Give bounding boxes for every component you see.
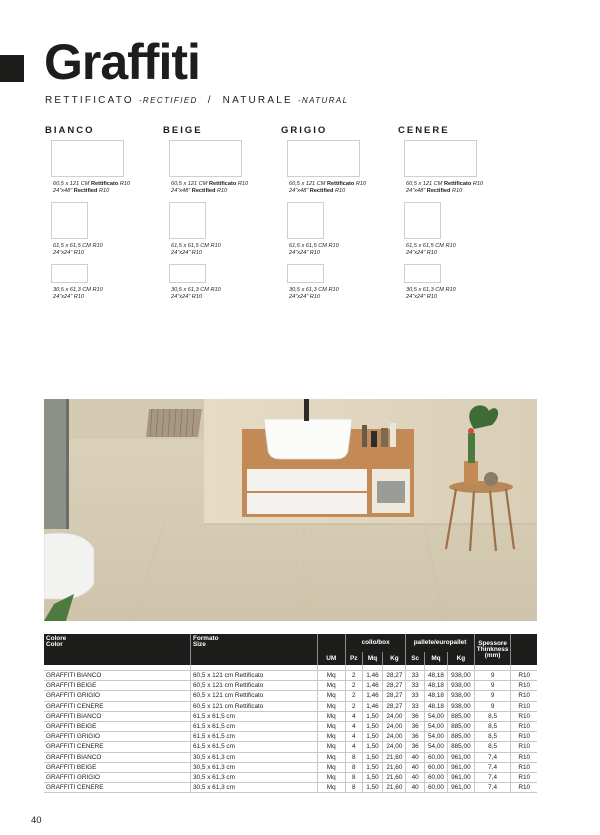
value-cell: R10 <box>511 762 537 772</box>
value-cell: 21,60 <box>383 762 406 772</box>
page-number: 40 <box>31 815 42 826</box>
format-caption-61x61: 61,5 x 61,5 CM R10 24"x24" R10 <box>171 243 221 256</box>
format-caption-60x121: 60,5 x 121 CM Rettificato R10 24"x48" Rectified R10 <box>53 181 131 194</box>
value-cell: 8 <box>345 762 362 772</box>
value-cell: 21,60 <box>383 772 406 782</box>
value-cell: Mq <box>317 671 345 681</box>
value-cell: 1,46 <box>362 701 383 711</box>
value-cell: 7,4 <box>474 752 511 762</box>
value-cell: Mq <box>317 691 345 701</box>
value-cell: R10 <box>511 752 537 762</box>
value-cell: Mq <box>317 772 345 782</box>
value-cell: Mq <box>317 762 345 772</box>
value-cell: 40 <box>406 772 425 782</box>
product-name-cell: GRAFFITI BEIGE <box>44 681 191 691</box>
tile-swatch-60x121 <box>287 140 360 177</box>
table-row <box>44 732 537 742</box>
value-cell: 961,00 <box>447 772 474 782</box>
value-cell: 54,00 <box>425 721 448 731</box>
value-cell: 1,50 <box>362 721 383 731</box>
value-cell: 24,00 <box>383 732 406 742</box>
value-cell: 48,18 <box>425 671 448 681</box>
value-cell: 9 <box>474 691 511 701</box>
tile-swatch-61x61 <box>169 202 206 239</box>
value-cell: 48,18 <box>425 701 448 711</box>
subtitle-natural: -NATURAL <box>297 96 349 105</box>
table-row <box>44 721 537 731</box>
value-cell: 9 <box>474 681 511 691</box>
value-cell: 28,27 <box>383 671 406 681</box>
value-cell: 54,00 <box>425 742 448 752</box>
table-row <box>44 671 537 681</box>
value-cell: 8,5 <box>474 732 511 742</box>
value-cell: 48,18 <box>425 691 448 701</box>
value-cell: R10 <box>511 691 537 701</box>
table-row <box>44 752 537 762</box>
subtitle-naturale: NATURALE <box>222 95 293 106</box>
value-cell: 33 <box>406 671 425 681</box>
format-cell: 61,5 x 61,5 cm <box>191 742 318 752</box>
value-cell: 40 <box>406 752 425 762</box>
value-cell: 36 <box>406 742 425 752</box>
value-cell: 36 <box>406 732 425 742</box>
value-cell: 4 <box>345 711 362 721</box>
value-cell: 885,00 <box>447 732 474 742</box>
table-row <box>44 681 537 691</box>
variant-column-beige <box>163 125 278 301</box>
value-cell: 28,27 <box>383 701 406 711</box>
format-caption-60x121: 60,5 x 121 CM Rettificato R10 24"x48" Rectified R10 <box>171 181 249 194</box>
value-cell: 60,00 <box>425 772 448 782</box>
header-mq: Mq <box>362 652 383 665</box>
value-cell: 60,00 <box>425 783 448 793</box>
value-cell: 2 <box>345 671 362 681</box>
product-name-cell: GRAFFITI BEIGE <box>44 721 191 731</box>
header-sc: Sc <box>406 652 425 665</box>
format-cell: 60,5 x 121 cm Rettificato <box>191 681 318 691</box>
format-caption-61x61: 61,5 x 61,5 CM R10 24"x24" R10 <box>406 243 456 256</box>
value-cell: 60,00 <box>425 762 448 772</box>
value-cell: 54,00 <box>425 711 448 721</box>
value-cell: R10 <box>511 671 537 681</box>
value-cell: 961,00 <box>447 752 474 762</box>
value-cell: 885,00 <box>447 742 474 752</box>
value-cell: 4 <box>345 732 362 742</box>
value-cell: 938,00 <box>447 691 474 701</box>
table-row <box>44 691 537 701</box>
value-cell: R10 <box>511 701 537 711</box>
format-caption-60x121: 60,5 x 121 CM Rettificato R10 24"x48" Rectified R10 <box>406 181 484 194</box>
format-cell: 30,5 x 61,3 cm <box>191 772 318 782</box>
value-cell: 938,00 <box>447 681 474 691</box>
value-cell: 54,00 <box>425 732 448 742</box>
header-um: UM <box>317 652 345 665</box>
value-cell: 1,46 <box>362 671 383 681</box>
tile-swatch-30x61 <box>51 264 88 283</box>
subtitle-separator: / <box>207 95 213 106</box>
value-cell: Mq <box>317 681 345 691</box>
value-cell: 33 <box>406 691 425 701</box>
value-cell: 48,18 <box>425 681 448 691</box>
value-cell: R10 <box>511 732 537 742</box>
value-cell: 7,4 <box>474 772 511 782</box>
header-formato: Formato Size <box>191 634 318 652</box>
value-cell: 2 <box>345 701 362 711</box>
value-cell: 28,27 <box>383 691 406 701</box>
product-name-cell: GRAFFITI BIANCO <box>44 671 191 681</box>
value-cell: 1,50 <box>362 783 383 793</box>
value-cell: 1,50 <box>362 752 383 762</box>
value-cell: 1,46 <box>362 691 383 701</box>
format-caption-30x61: 30,5 x 61,3 CM R10 24"x24" R10 <box>406 287 456 300</box>
variant-title: GRIGIO <box>281 125 328 136</box>
table-row <box>44 701 537 711</box>
table-row <box>44 742 537 752</box>
header-colore: Colore Color <box>44 634 191 652</box>
value-cell: 8 <box>345 772 362 782</box>
value-cell: 1,50 <box>362 732 383 742</box>
value-cell: 4 <box>345 721 362 731</box>
value-cell: 33 <box>406 681 425 691</box>
value-cell: Mq <box>317 732 345 742</box>
format-cell: 60,5 x 121 cm Rettificato <box>191 671 318 681</box>
value-cell: 2 <box>345 691 362 701</box>
tile-swatch-60x121 <box>51 140 124 177</box>
value-cell: 2 <box>345 681 362 691</box>
value-cell: Mq <box>317 701 345 711</box>
value-cell: R10 <box>511 742 537 752</box>
tile-swatch-30x61 <box>287 264 324 283</box>
tile-swatch-61x61 <box>287 202 324 239</box>
subtitle-rettificato: RETTIFICATO <box>45 95 134 106</box>
value-cell: Mq <box>317 742 345 752</box>
product-name-cell: GRAFFITI GRIGIO <box>44 691 191 701</box>
table-row <box>44 783 537 793</box>
value-cell: R10 <box>511 783 537 793</box>
value-cell: 8,5 <box>474 721 511 731</box>
format-cell: 60,5 x 121 cm Rettificato <box>191 691 318 701</box>
tile-swatch-60x121 <box>169 140 242 177</box>
product-name-cell: GRAFFITI CENERE <box>44 742 191 752</box>
value-cell: 938,00 <box>447 701 474 711</box>
header-pz: Pz <box>345 652 362 665</box>
value-cell: R10 <box>511 711 537 721</box>
value-cell: 60,00 <box>425 752 448 762</box>
format-cell: 61,5 x 61,5 cm <box>191 732 318 742</box>
variant-column-cenere <box>398 125 513 301</box>
value-cell: 885,00 <box>447 721 474 731</box>
value-cell: 21,60 <box>383 783 406 793</box>
format-cell: 61,5 x 61,5 cm <box>191 721 318 731</box>
value-cell: 8,5 <box>474 742 511 752</box>
value-cell: 40 <box>406 783 425 793</box>
value-cell: 24,00 <box>383 711 406 721</box>
value-cell: 28,27 <box>383 681 406 691</box>
product-table <box>44 634 537 793</box>
format-caption-61x61: 61,5 x 61,5 CM R10 24"x24" R10 <box>53 243 103 256</box>
format-cell: 30,5 x 61,3 cm <box>191 752 318 762</box>
product-name-cell: GRAFFITI BIANCO <box>44 711 191 721</box>
product-name-cell: GRAFFITI BIANCO <box>44 752 191 762</box>
header-pallet: pallete/europallet <box>406 634 474 652</box>
product-name-cell: GRAFFITI CENERE <box>44 701 191 711</box>
value-cell: 1,50 <box>362 772 383 782</box>
value-cell: 7,4 <box>474 783 511 793</box>
product-name-cell: GRAFFITI CENERE <box>44 783 191 793</box>
value-cell: 885,00 <box>447 711 474 721</box>
variant-column-grigio <box>281 125 396 301</box>
value-cell: Mq <box>317 752 345 762</box>
value-cell: 33 <box>406 701 425 711</box>
value-cell: 40 <box>406 762 425 772</box>
value-cell: 24,00 <box>383 721 406 731</box>
variant-title: CENERE <box>398 125 450 136</box>
table-row <box>44 711 537 721</box>
format-caption-30x61: 30,5 x 61,3 CM R10 24"x24" R10 <box>289 287 339 300</box>
bathroom-photo <box>44 399 537 621</box>
value-cell: 8 <box>345 752 362 762</box>
tile-swatch-61x61 <box>51 202 88 239</box>
value-cell: 1,50 <box>362 762 383 772</box>
section-tab <box>0 55 24 82</box>
variant-title: BIANCO <box>45 125 95 136</box>
value-cell: 961,00 <box>447 762 474 772</box>
tile-swatch-61x61 <box>404 202 441 239</box>
value-cell: 8,5 <box>474 711 511 721</box>
value-cell: 9 <box>474 701 511 711</box>
table-row <box>44 762 537 772</box>
format-caption-30x61: 30,5 x 61,3 CM R10 24"x24" R10 <box>53 287 103 300</box>
value-cell: 36 <box>406 721 425 731</box>
subtitle-rectified: -RECTIFIED <box>138 96 198 105</box>
product-name-cell: GRAFFITI BEIGE <box>44 762 191 772</box>
tile-swatch-30x61 <box>169 264 206 283</box>
tile-swatch-60x121 <box>404 140 477 177</box>
value-cell: R10 <box>511 721 537 731</box>
tile-swatch-30x61 <box>404 264 441 283</box>
value-cell: 1,50 <box>362 711 383 721</box>
page-title: Graffiti <box>44 34 200 90</box>
value-cell: Mq <box>317 721 345 731</box>
value-cell: 7,4 <box>474 762 511 772</box>
table-row <box>44 772 537 782</box>
value-cell: 36 <box>406 711 425 721</box>
variant-column-bianco <box>45 125 160 301</box>
product-name-cell: GRAFFITI GRIGIO <box>44 772 191 782</box>
format-caption-61x61: 61,5 x 61,5 CM R10 24"x24" R10 <box>289 243 339 256</box>
value-cell: 938,00 <box>447 671 474 681</box>
value-cell: Mq <box>317 711 345 721</box>
value-cell: 8 <box>345 783 362 793</box>
value-cell: Mq <box>317 783 345 793</box>
product-name-cell: GRAFFITI GRIGIO <box>44 732 191 742</box>
format-caption-60x121: 60,5 x 121 CM Rettificato R10 24"x48" Rectified R10 <box>289 181 367 194</box>
value-cell: 24,00 <box>383 742 406 752</box>
variant-title: BEIGE <box>163 125 203 136</box>
format-cell: 60,5 x 121 cm Rettificato <box>191 701 318 711</box>
value-cell: R10 <box>511 772 537 782</box>
format-caption-30x61: 30,5 x 61,3 CM R10 24"x24" R10 <box>171 287 221 300</box>
value-cell: 1,50 <box>362 742 383 752</box>
format-cell: 30,5 x 61,3 cm <box>191 783 318 793</box>
format-cell: 30,5 x 61,3 cm <box>191 762 318 772</box>
value-cell: 961,00 <box>447 783 474 793</box>
header-spessore: Spessore Thinkness (mm) <box>474 634 511 665</box>
format-cell: 61,5 x 61,5 cm <box>191 711 318 721</box>
header-mq-pallet: Mq <box>425 652 448 665</box>
header-collo-box: collo/box <box>345 634 405 652</box>
value-cell: 1,46 <box>362 681 383 691</box>
header-kg-pallet: Kg <box>447 652 474 665</box>
subtitle <box>45 95 348 106</box>
value-cell: R10 <box>511 681 537 691</box>
header-kg: Kg <box>383 652 406 665</box>
value-cell: 21,60 <box>383 752 406 762</box>
value-cell: 4 <box>345 742 362 752</box>
value-cell: 9 <box>474 671 511 681</box>
